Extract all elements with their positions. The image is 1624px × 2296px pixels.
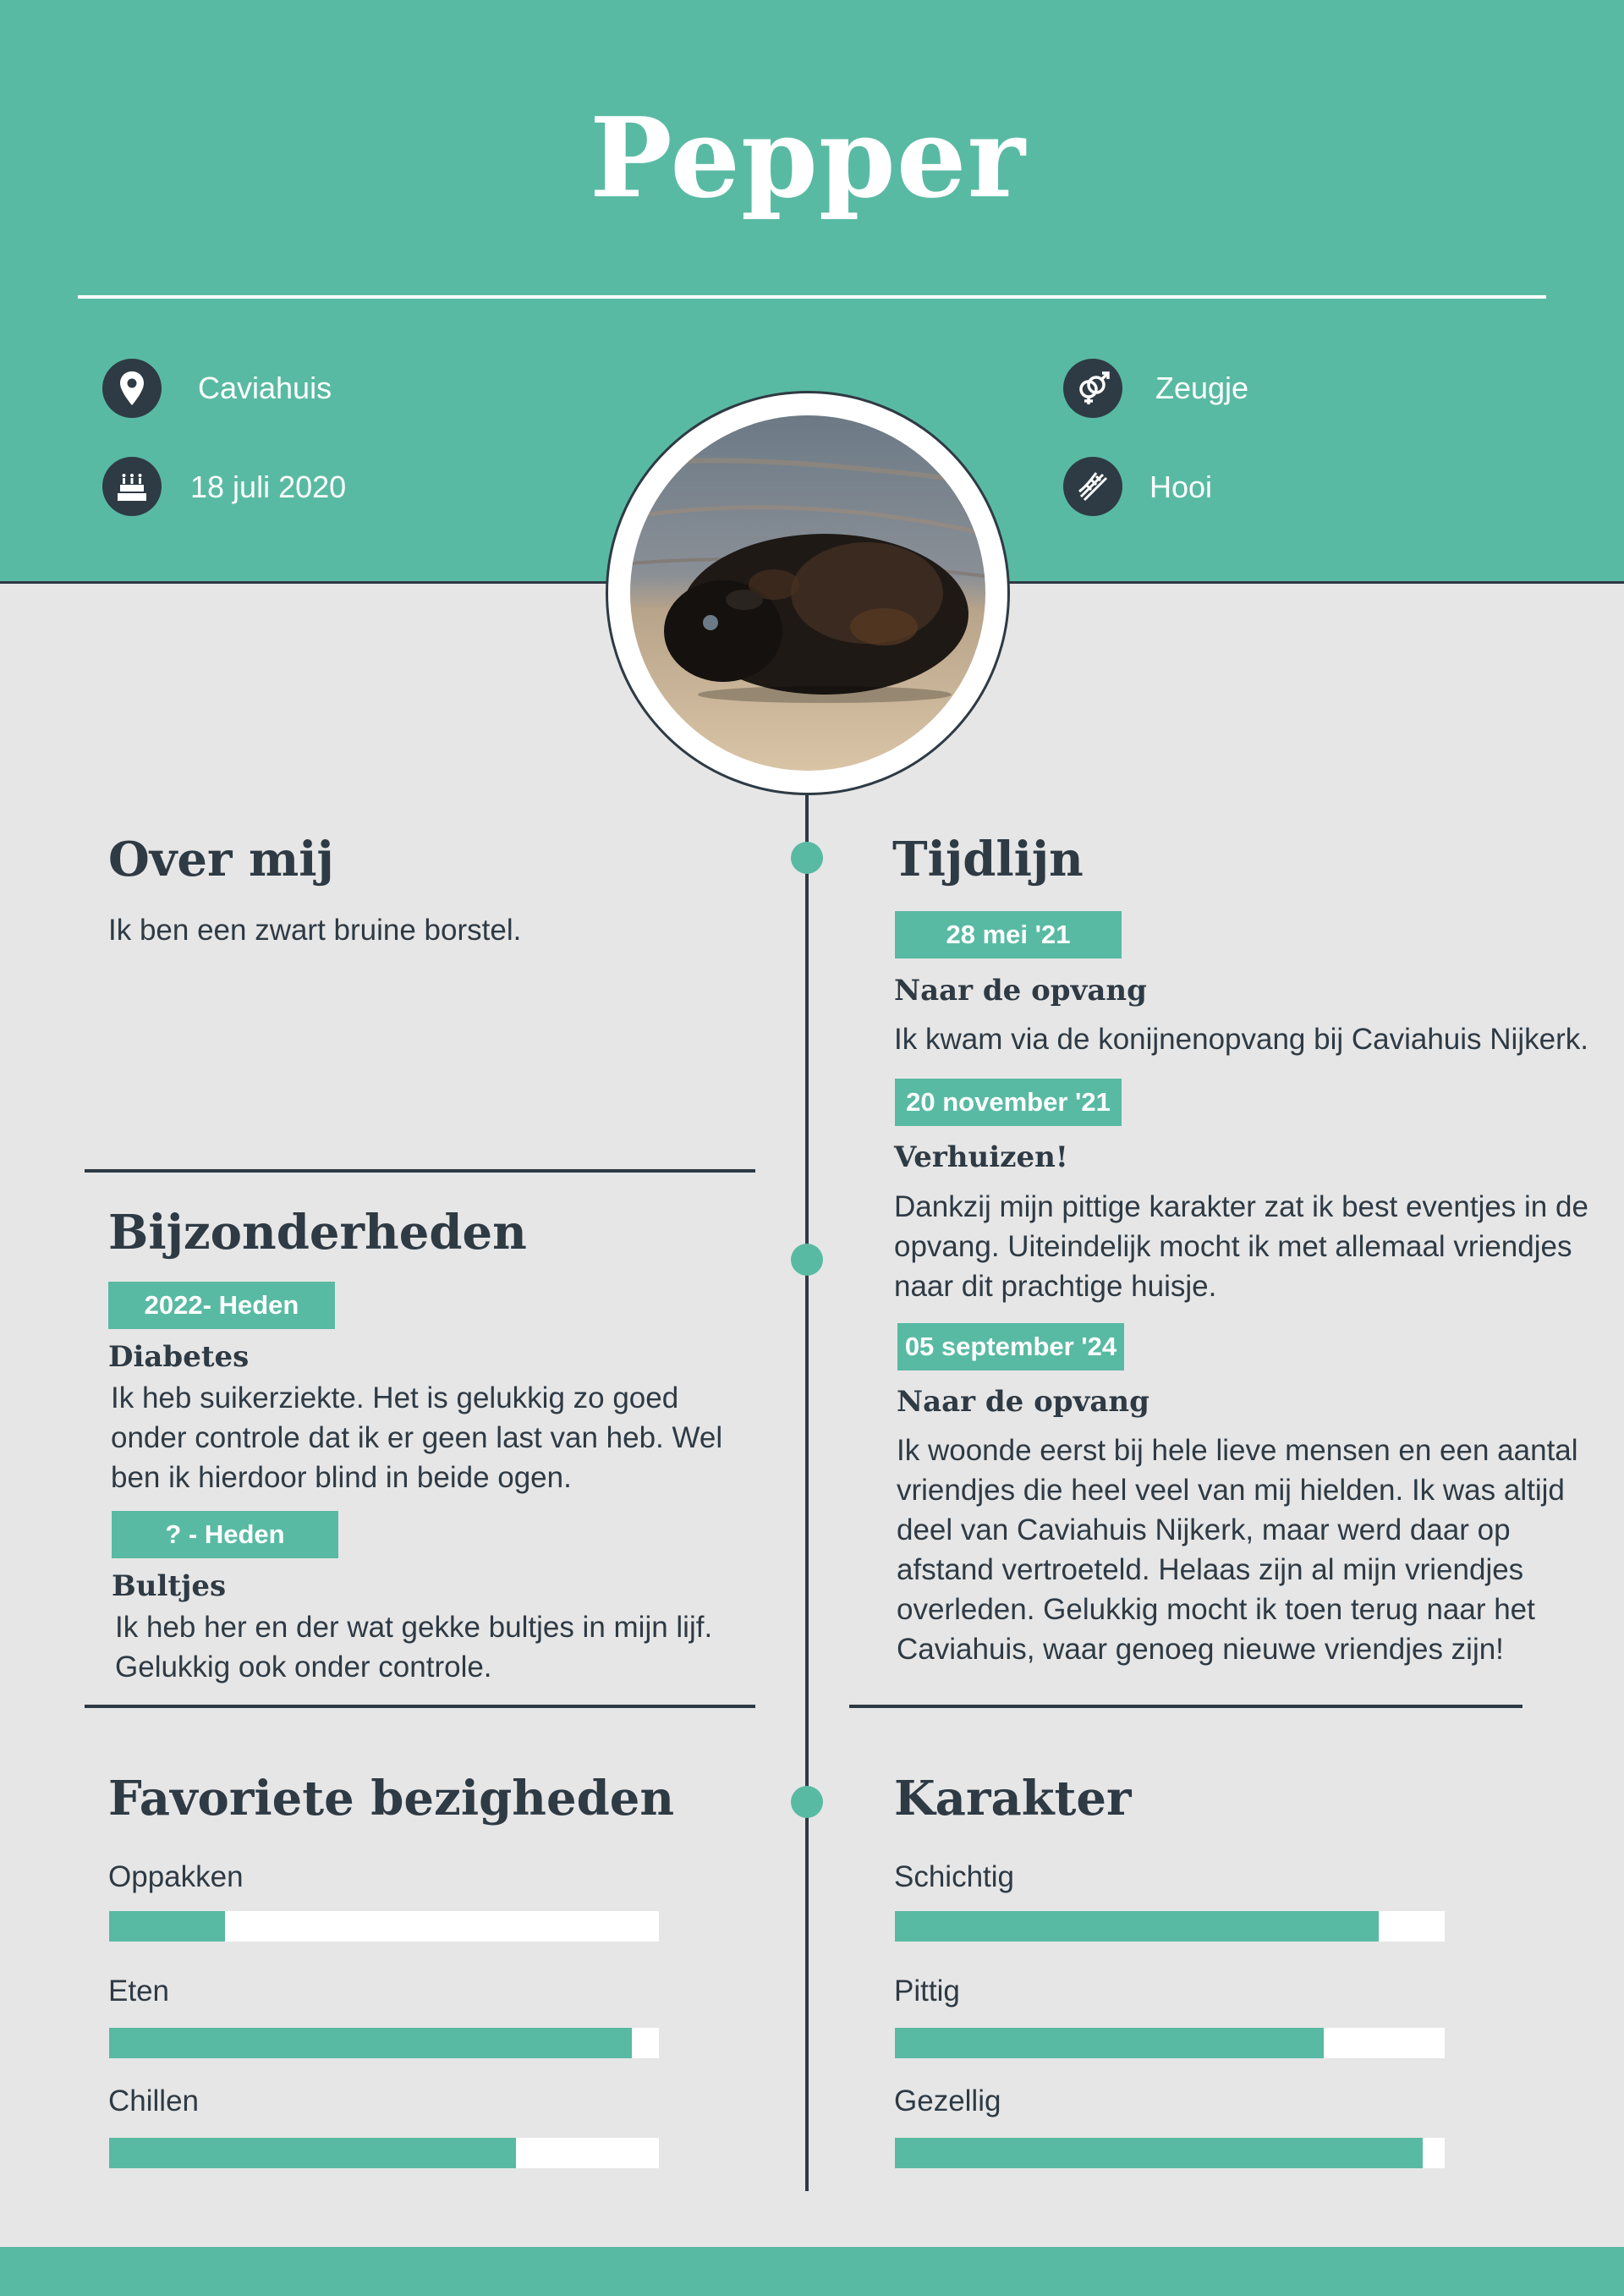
birthday-text: 18 juli 2020 [190, 470, 347, 504]
character-heading: Karakter [894, 1771, 1132, 1826]
section-divider [85, 1705, 755, 1708]
activities-heading: Favoriete bezigheden [108, 1771, 675, 1826]
character-bar [895, 2028, 1445, 2058]
character-label: Gezellig [894, 2085, 1001, 2117]
activity-bar-fill [109, 1911, 225, 1942]
activity-bar [109, 1911, 659, 1942]
timeline-dot [791, 842, 823, 874]
footer-band [0, 2247, 1624, 2296]
food-text: Hooi [1149, 470, 1213, 504]
character-bar [895, 1911, 1445, 1942]
character-bar-fill [895, 1911, 1379, 1942]
character-bar-fill [895, 2028, 1324, 2058]
timeline-item-title: Naar de opvang [894, 974, 1147, 1008]
hay-icon [1063, 457, 1122, 516]
period-tag: ? - Heden [112, 1511, 338, 1558]
timeline-item-title: Naar de opvang [897, 1385, 1149, 1419]
location-pin-icon [102, 359, 162, 418]
about-heading: Over mij [108, 832, 334, 887]
timeline-item-title: Verhuizen! [894, 1140, 1068, 1174]
timeline-center-line [805, 795, 809, 2191]
birthday-cake-icon [102, 457, 162, 516]
gender-icon [1063, 359, 1122, 418]
section-divider [849, 1705, 1522, 1708]
timeline-item-text: Ik woonde eerst bij hele lieve mensen en een aantal vriendjes die heel veel van mij hielden. Ik was altijd deel van Caviahuis Nijkerk, maar werd daar op afstand vertroeteld. Helaas zijn al mijn vriendjes overleden. Gelukkig mocht ik toen terug naar het Caviahuis, waar genoeg nieuwe vriendjes zijn! [897, 1434, 1578, 1666]
particular-text: Ik heb suikerziekte. Het is gelukkig zo goed onder controle dat ik er geen last van heb. Wel ben ik hierdoor blind in beide ogen. [111, 1381, 723, 1494]
gender-text: Zeugje [1155, 371, 1249, 405]
activity-label: Chillen [108, 2085, 199, 2117]
timeline-item-text: Ik kwam via de konijnenopvang bij Caviahuis Nijkerk. [894, 1023, 1588, 1056]
header-divider [78, 295, 1546, 299]
activity-label: Oppakken [108, 1860, 244, 1893]
character-bar-fill [895, 2138, 1423, 2168]
timeline-heading: Tijdlijn [892, 832, 1084, 887]
timeline-date-tag: 28 mei '21 [895, 911, 1122, 958]
timeline-date-tag: 20 november '21 [895, 1079, 1122, 1126]
particular-title: Bultjes [112, 1569, 227, 1603]
about-text: Ik ben een zwart bruine borstel. [108, 914, 522, 947]
particular-title: Diabetes [108, 1340, 250, 1374]
particulars-heading: Bijzonderheden [108, 1205, 527, 1261]
timeline-dot [791, 1786, 823, 1818]
activity-label: Eten [108, 1975, 169, 2008]
profile-photo-frame [606, 391, 1010, 795]
timeline-date-tag: 05 september '24 [897, 1323, 1124, 1370]
character-bar [895, 2138, 1445, 2168]
character-label: Schichtig [894, 1860, 1015, 1893]
particular-text: Ik heb her en der wat gekke bultjes in mijn lijf. Gelukkig ook onder controle. [115, 1611, 713, 1684]
activity-bar [109, 2028, 659, 2058]
timeline-dot [791, 1244, 823, 1276]
period-tag: 2022- Heden [108, 1282, 335, 1329]
guinea-pig-photo [630, 415, 985, 771]
timeline-item-text: Dankzij mijn pittige karakter zat ik best eventjes in de opvang. Uiteindelijk mocht ik met allemaal vriendjes naar dit prachtige huisje. [894, 1190, 1588, 1303]
activity-bar [109, 2138, 659, 2168]
activity-bar-fill [109, 2028, 632, 2058]
location-text: Caviahuis [198, 371, 332, 405]
page-title: Pepper [590, 93, 1026, 222]
section-divider [85, 1169, 755, 1173]
activity-bar-fill [109, 2138, 516, 2168]
character-label: Pittig [894, 1975, 960, 2008]
